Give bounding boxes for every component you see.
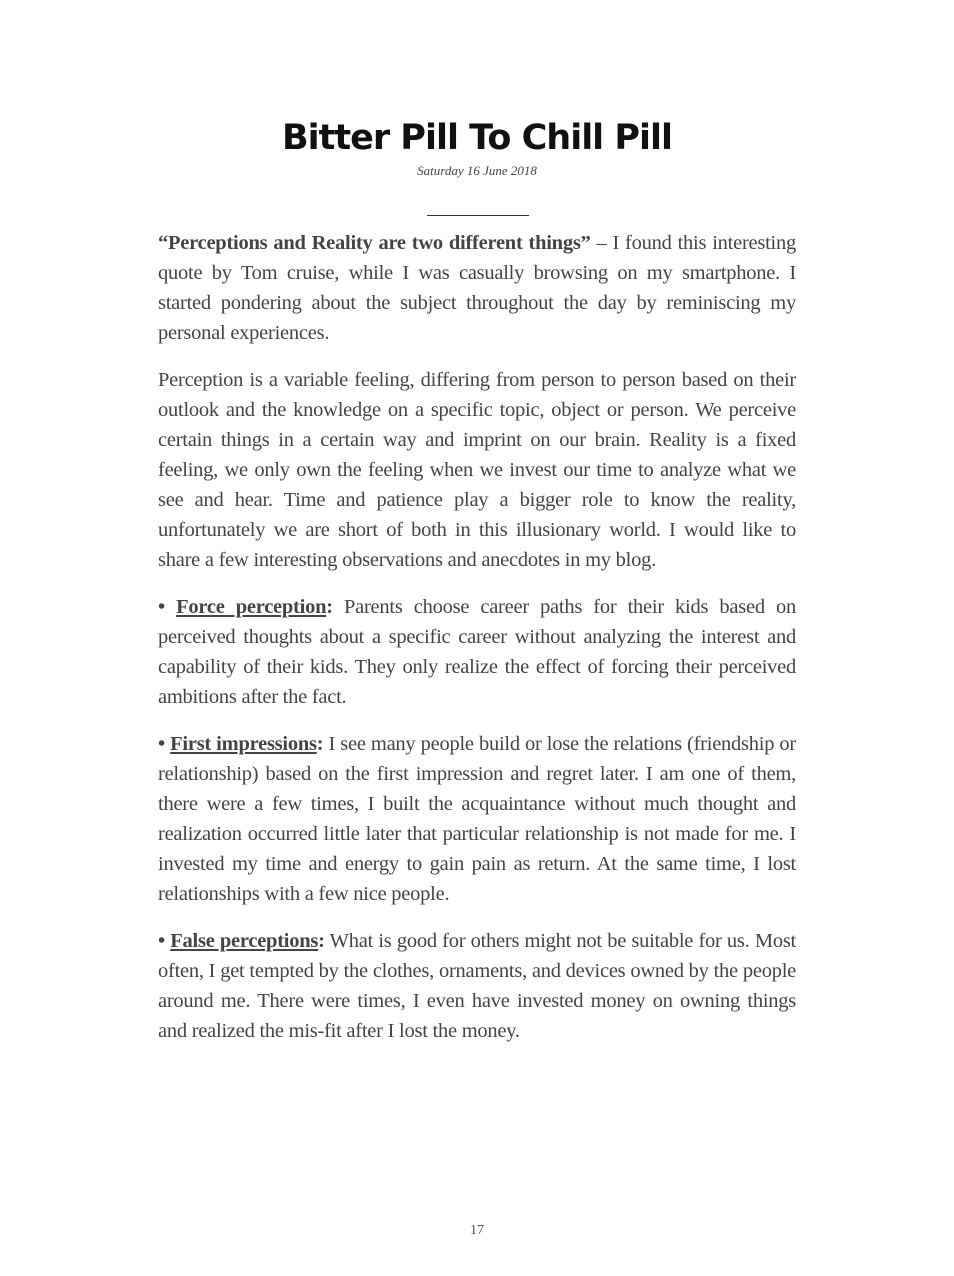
- bullet-item: [158, 729, 796, 909]
- bullet-text: Parents choose career paths for their kids based on perceived thoughts about a specific career without analyzing the interest and capability of their kids. They only realize the effect of forcing their perceived ambitions after the fact.: [158, 596, 796, 708]
- bullet-mark: •: [158, 930, 171, 952]
- bullet-item: [158, 926, 796, 1046]
- article-body: [158, 228, 796, 1063]
- colon: :: [326, 596, 333, 618]
- bullet-item: [158, 592, 796, 712]
- colon: :: [318, 930, 325, 952]
- colon: :: [316, 733, 324, 755]
- bullet-text: What is good for others might not be suitable for us. Most often, I get tempted by the clothes, ornaments, and devices owned by the people around me. There were times, I even have invested money on owning things and realized the mis-fit after I lost the money.: [158, 930, 796, 1042]
- paragraph-text: Perception is a variable feeling, differing from person to person based on their outlook and the knowledge on a specific topic, object or person. We perceive certain things in a certain way and imprint on our brain. Reality is a fixed feeling, we only own the feeling when we invest our time to analyze what we see and hear. Time and patience play a bigger role to know the reality, unfortunately we are short of both in this illusionary world. I would like to share a few interesting observations and anecdotes in my blog.: [158, 369, 796, 571]
- paragraph-text: – I found this interesting quote by Tom cruise, while I was casually browsing on my smartphone. I started pondering about the subject throughout the day by reminiscing my personal experiences.: [158, 232, 796, 344]
- bullet-heading: First impressions: [170, 733, 317, 755]
- post-date: Saturday 16 June 2018: [417, 163, 537, 178]
- bullet-heading: False perceptions: [170, 930, 319, 952]
- page-title: Bitter Pill To Chill Pill: [281, 118, 673, 158]
- bullet-mark: •: [158, 733, 171, 755]
- divider: [427, 215, 529, 216]
- bullet-heading: Force perception: [176, 596, 327, 618]
- paragraph-perception: [158, 365, 796, 575]
- bullet-mark: •: [158, 596, 177, 618]
- paragraph-intro: [158, 228, 796, 348]
- bullet-text: I see many people build or lose the relations (friendship or relationship) based on the first impression and regret later. I am one of them, there were a few times, I built the acquaintance without much thought and realization occurred little later that particular relationship is not made for me. I invested my time and energy to gain pain as return. At the same time, I lost relationships with a few nice people.: [158, 733, 796, 905]
- quote-lead: “Perceptions and Reality are two different things”: [158, 232, 591, 254]
- page-number: 17: [470, 1223, 484, 1238]
